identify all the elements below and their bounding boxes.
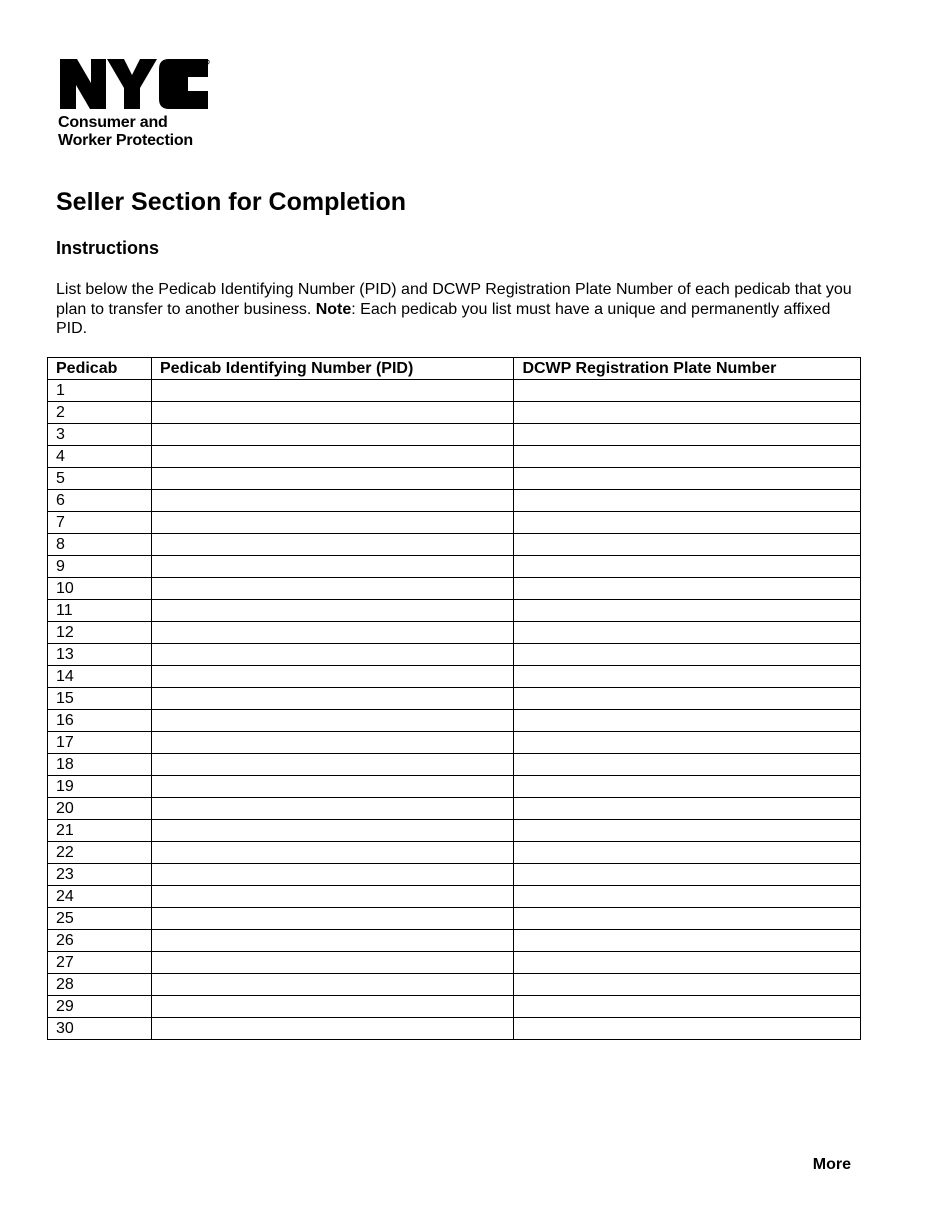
plate-number-cell[interactable] <box>514 930 861 952</box>
row-number-cell: 8 <box>48 534 152 556</box>
plate-number-cell[interactable] <box>514 512 861 534</box>
plate-number-cell[interactable] <box>514 402 861 424</box>
pid-cell[interactable] <box>151 666 514 688</box>
column-header-pid: Pedicab Identifying Number (PID) <box>151 358 514 380</box>
row-number-cell: 18 <box>48 754 152 776</box>
plate-number-cell[interactable] <box>514 952 861 974</box>
pid-cell[interactable] <box>151 622 514 644</box>
instructions-body: List below the Pedicab Identifying Number (PID) and DCWP Registration Plate Number of each pedicab that you plan to transfer to another business. <box>56 281 852 318</box>
table-row <box>48 974 861 996</box>
table-row <box>48 864 861 886</box>
plate-number-cell[interactable] <box>514 776 861 798</box>
table-row <box>48 776 861 798</box>
pid-cell[interactable] <box>151 820 514 842</box>
nyc-logo-icon <box>58 58 210 110</box>
plate-number-cell[interactable] <box>514 842 861 864</box>
instructions-heading: Instructions <box>56 238 160 258</box>
pid-cell[interactable] <box>151 1018 514 1040</box>
pid-cell[interactable] <box>151 688 514 710</box>
table-row <box>48 490 861 512</box>
table-row <box>48 468 861 490</box>
row-number-cell: 6 <box>48 490 152 512</box>
plate-number-cell[interactable] <box>514 468 861 490</box>
pid-cell[interactable] <box>151 424 514 446</box>
row-number-cell: 16 <box>48 710 152 732</box>
plate-number-cell[interactable] <box>514 1018 861 1040</box>
table-row <box>48 512 861 534</box>
pedicab-table <box>47 357 861 1040</box>
row-number-cell: 27 <box>48 952 152 974</box>
pid-cell[interactable] <box>151 798 514 820</box>
row-number-cell: 20 <box>48 798 152 820</box>
instructions-note-body: : Each pedicab you list must have a unique and permanently affixed PID. <box>56 300 831 337</box>
table-row <box>48 842 861 864</box>
plate-number-cell[interactable] <box>514 798 861 820</box>
table-row <box>48 446 861 468</box>
table-row <box>48 710 861 732</box>
row-number-cell: 9 <box>48 556 152 578</box>
agency-logo <box>58 58 210 150</box>
page-title: Seller Section for Completion <box>56 188 407 216</box>
pid-cell[interactable] <box>151 512 514 534</box>
column-header-pedicab: Pedicab <box>48 358 152 380</box>
table-row <box>48 820 861 842</box>
plate-number-cell[interactable] <box>514 710 861 732</box>
row-number-cell: 3 <box>48 424 152 446</box>
plate-number-cell[interactable] <box>514 578 861 600</box>
pid-cell[interactable] <box>151 754 514 776</box>
table-header-row <box>48 358 861 380</box>
column-header-plate-number: DCWP Registration Plate Number <box>514 358 861 380</box>
plate-number-cell[interactable] <box>514 534 861 556</box>
row-number-cell: 14 <box>48 666 152 688</box>
table-row <box>48 930 861 952</box>
logo-agency-line-2: Worker Protection <box>58 132 193 149</box>
row-number-cell: 26 <box>48 930 152 952</box>
row-number-cell: 7 <box>48 512 152 534</box>
pid-cell[interactable] <box>151 710 514 732</box>
row-number-cell: 13 <box>48 644 152 666</box>
row-number-cell: 29 <box>48 996 152 1018</box>
pid-cell[interactable] <box>151 732 514 754</box>
pid-cell[interactable] <box>151 600 514 622</box>
table-row <box>48 908 861 930</box>
plate-number-cell[interactable] <box>514 974 861 996</box>
pid-cell[interactable] <box>151 402 514 424</box>
plate-number-cell[interactable] <box>514 622 861 644</box>
row-number-cell: 1 <box>48 380 152 402</box>
table-row <box>48 732 861 754</box>
table-row <box>48 886 861 908</box>
table-row <box>48 424 861 446</box>
plate-number-cell[interactable] <box>514 820 861 842</box>
plate-number-cell[interactable] <box>514 908 861 930</box>
pid-cell[interactable] <box>151 556 514 578</box>
plate-number-cell[interactable] <box>514 688 861 710</box>
row-number-cell: 2 <box>48 402 152 424</box>
pid-cell[interactable] <box>151 864 514 886</box>
plate-number-cell[interactable] <box>514 666 861 688</box>
table-row <box>48 380 861 402</box>
pid-cell[interactable] <box>151 578 514 600</box>
pid-cell[interactable] <box>151 446 514 468</box>
table-row <box>48 666 861 688</box>
row-number-cell: 5 <box>48 468 152 490</box>
row-number-cell: 28 <box>48 974 152 996</box>
pid-cell[interactable] <box>151 886 514 908</box>
table-row <box>48 402 861 424</box>
row-number-cell: 25 <box>48 908 152 930</box>
more-label: More <box>812 1156 851 1173</box>
table-row <box>48 644 861 666</box>
table-row <box>48 996 861 1018</box>
pid-cell[interactable] <box>151 534 514 556</box>
plate-number-cell[interactable] <box>514 864 861 886</box>
row-number-cell: 19 <box>48 776 152 798</box>
row-number-cell: 24 <box>48 886 152 908</box>
table-row <box>48 600 861 622</box>
row-number-cell: 30 <box>48 1018 152 1040</box>
row-number-cell: 12 <box>48 622 152 644</box>
row-number-cell: 10 <box>48 578 152 600</box>
row-number-cell: 15 <box>48 688 152 710</box>
note-label: Note <box>315 300 352 318</box>
row-number-cell: 17 <box>48 732 152 754</box>
pid-cell[interactable] <box>151 908 514 930</box>
plate-number-cell[interactable] <box>514 424 861 446</box>
table-row <box>48 754 861 776</box>
plate-number-cell[interactable] <box>514 754 861 776</box>
plate-number-cell[interactable] <box>514 380 861 402</box>
pid-cell[interactable] <box>151 490 514 512</box>
plate-number-cell[interactable] <box>514 886 861 908</box>
plate-number-cell[interactable] <box>514 490 861 512</box>
pid-cell[interactable] <box>151 842 514 864</box>
pid-cell[interactable] <box>151 996 514 1018</box>
plate-number-cell[interactable] <box>514 644 861 666</box>
pid-cell[interactable] <box>151 644 514 666</box>
pid-cell[interactable] <box>151 974 514 996</box>
table-row <box>48 578 861 600</box>
plate-number-cell[interactable] <box>514 556 861 578</box>
table-row <box>48 556 861 578</box>
plate-number-cell[interactable] <box>514 446 861 468</box>
pid-cell[interactable] <box>151 468 514 490</box>
instructions-text <box>56 280 856 339</box>
logo-agency-line-1: Consumer and <box>58 114 168 131</box>
row-number-cell: 11 <box>48 600 152 622</box>
table-row <box>48 1018 861 1040</box>
table-row <box>48 534 861 556</box>
table-row <box>48 952 861 974</box>
row-number-cell: 4 <box>48 446 152 468</box>
pid-cell[interactable] <box>151 952 514 974</box>
pid-cell[interactable] <box>151 930 514 952</box>
pid-cell[interactable] <box>151 776 514 798</box>
plate-number-cell[interactable] <box>514 732 861 754</box>
table-row <box>48 688 861 710</box>
table-body <box>48 380 861 1040</box>
pid-cell[interactable] <box>151 380 514 402</box>
plate-number-cell[interactable] <box>514 996 861 1018</box>
table-row <box>48 798 861 820</box>
row-number-cell: 21 <box>48 820 152 842</box>
row-number-cell: 23 <box>48 864 152 886</box>
table-row <box>48 622 861 644</box>
row-number-cell: 22 <box>48 842 152 864</box>
plate-number-cell[interactable] <box>514 600 861 622</box>
